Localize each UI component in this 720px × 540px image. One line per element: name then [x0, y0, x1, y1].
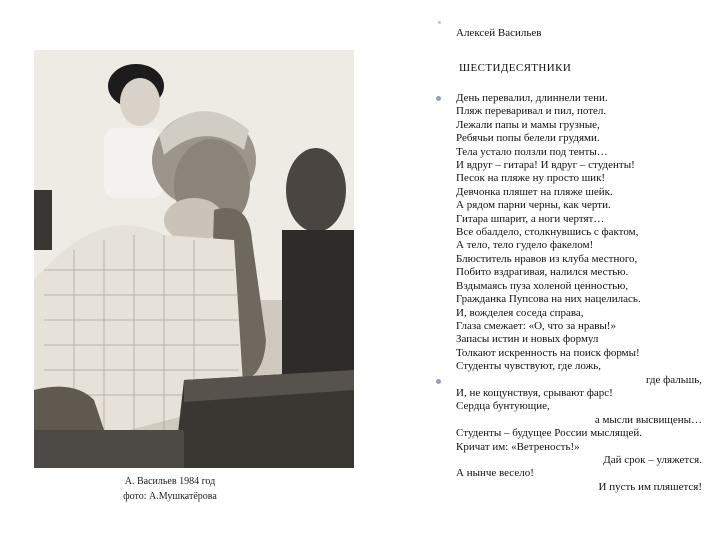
poem-line: И вдруг – гитара! И вдруг – студенты! — [456, 159, 635, 172]
bullet-icon — [436, 96, 441, 101]
bullet-icon — [438, 21, 441, 24]
portrait-photo — [34, 50, 354, 468]
poem-line: А нынче весело! — [456, 467, 534, 480]
photo-caption — [60, 474, 280, 504]
poem-line: Гражданка Пупсова на них нацелилась. — [456, 293, 641, 306]
poem-line: Пляж переваривал и пил, потел. — [456, 105, 607, 118]
poem-line: Девчонка пляшет на пляже шейк. — [456, 185, 613, 198]
poem-line: Ребячьи попы белели грудями. — [456, 132, 600, 145]
poem-line: Кричат им: «Ветреность!» — [456, 440, 580, 453]
poem-text — [456, 92, 702, 494]
poem-line: День перевалил, длиннели тени. — [456, 92, 608, 104]
poem-line: И, вожделея соседа справа, — [456, 306, 584, 319]
poem-line: Тела устало ползли под тенты… — [456, 145, 608, 158]
poem-line: Побито вздрагивая, налился местью. — [456, 266, 629, 279]
poem-line: Студенты – будущее России мыслящей. — [456, 427, 642, 440]
poem-line: Толкают искренность на поиск формы! — [456, 346, 640, 359]
poem-line: Глаза смежает: «О, что за нравы!» — [456, 319, 616, 332]
poem-line: А рядом парни черны, как черти. — [456, 199, 611, 212]
poem-line: И, не кощунствуя, срывают фарс! — [456, 386, 613, 399]
photo-image — [34, 50, 354, 468]
poem-line: Блюститель нравов из клуба местного, — [456, 252, 638, 265]
author-name: Алексей Васильев — [456, 27, 542, 39]
poem-line: А тело, тело гудело факелом! — [456, 239, 594, 252]
poem-line: где фальшь, — [645, 373, 702, 386]
poem-line: Гитара шпарит, а ноги чертят… — [456, 212, 605, 225]
poem-line: Все обалдело, столкнувшись с фактом, — [456, 226, 639, 239]
poem-line: Сердца бунтующие, — [456, 400, 550, 413]
poem-title: ШЕСТИДЕСЯТНИКИ — [459, 62, 572, 74]
poem-line: Запасы истин и новых формул — [456, 333, 599, 346]
poem-line: Студенты чувствуют, где ложь, — [456, 360, 601, 373]
poem-line: а мысли высвищены… — [594, 413, 702, 426]
caption-line: фото: А.Мушкатёрова — [123, 491, 217, 502]
poem-line: И пусть им пляшется! — [598, 480, 702, 493]
bullet-icon — [436, 379, 441, 384]
poem-line: Лежали папы и мамы грузные, — [456, 118, 600, 131]
poem-line: Песок на пляже ну просто шик! — [456, 172, 606, 185]
poem-line: Вздымаясь пуза холеной ценностью, — [456, 279, 629, 292]
caption-line: А. Васильев 1984 год — [124, 476, 216, 487]
poem-line: Дай срок – уляжется. — [603, 453, 702, 466]
